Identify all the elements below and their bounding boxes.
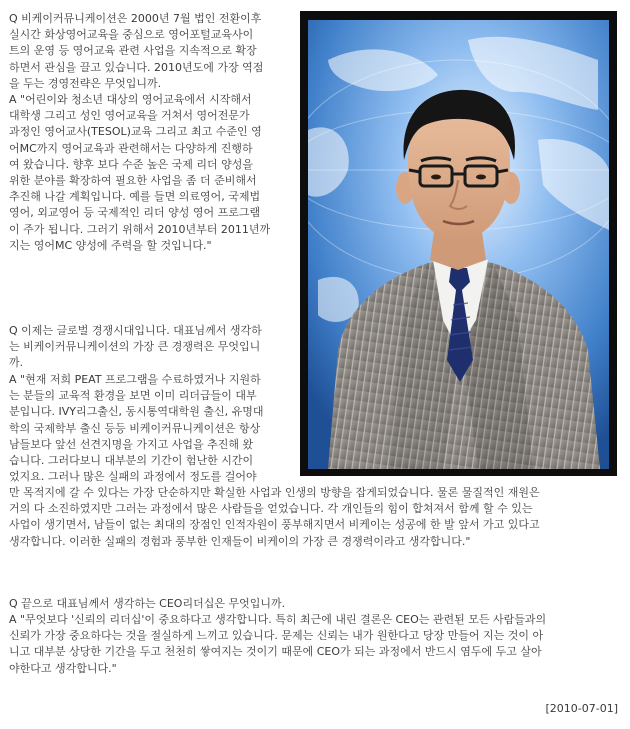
q2-line: 까.	[9, 356, 24, 370]
q1-line: 트의 운영 등 영어교육 관련 사업을 지속적으로 확장	[9, 44, 257, 58]
a2-line: 만 목적지에 갈 수 있다는 가장 단순하지만 확실한 사업과 인생의 방향을 잡게되었습니다. 물론 물질적인 재원은	[9, 486, 540, 499]
a3-line: 야한다고 생각합니다."	[9, 661, 117, 675]
a1-line: 이 주가 됩니다. 그러기 위해서 2010년부터 2011년까	[9, 222, 271, 236]
a2-line: 남들보다 앞선 선견지명을 가지고 사업을 추진해 왔	[9, 437, 254, 451]
q1-block	[9, 11, 299, 92]
a3-line: A "무엇보다 '신뢰의 리더십'이 중요하다고 생각합니다. 특히 최근에 내린 결론은 CEO는 관련된 모든 사람들과의	[9, 613, 547, 626]
a3-block	[9, 612, 621, 677]
a2-line: 학의 국제학부 출신 등등 비케이커뮤니케이션은 항상	[9, 421, 261, 435]
a1-line: 여 왔습니다. 향후 보다 수준 높은 국제 리더 양성을	[9, 157, 253, 171]
a2-line: 는 분들의 교육적 환경을 보면 이미 리더급들이 대부	[9, 389, 257, 403]
q3-block	[9, 596, 621, 612]
a3-line: 신뢰가 가장 중요하다는 것을 절실하게 느끼고 있습니다. 문제는 신뢰는 내가 원한다고 당장 만들어 지는 것이 아	[9, 629, 544, 643]
q1-line: 을 두는 경영전략은 무엇입니까.	[9, 76, 162, 90]
a3-line: 니고 대부분 상당한 기간을 두고 천천히 쌓여지는 것이기 때문에 CEO가 되는 과정에서 반드시 염두에 두고 살아	[9, 645, 542, 659]
a1-line: 어MC까지 영어교육과 관련해서는 다양하게 진행하	[9, 141, 253, 155]
a1-line: 지는 영어MC 양성에 주력을 할 것입니다."	[9, 238, 212, 252]
a2-line: 었지요. 그러나 많은 실패의 과정에서 정도를 걸어야	[9, 470, 257, 484]
a2-line: 거의 다 소진하였지만 그러는 과정에서 많은 사람들을 얻었습니다. 각 개인들의 힘이 합쳐져서 함께 할 수 있는	[9, 502, 533, 516]
portrait-photo	[308, 20, 609, 469]
a1-line: 위한 분야를 확장하여 필요한 사업을 좀 더 준비해서	[9, 174, 257, 188]
q1-line: 하면서 관심을 끌고 있습니다. 2010년도에 가장 역점	[9, 60, 264, 74]
a2-line: A "현재 저희 PEAT 프로그램을 수료하였거나 지원하	[9, 373, 261, 386]
q3-line: Q 끝으로 대표님께서 생각하는 CEO리더십은 무엇입니까.	[9, 597, 286, 610]
publish-date: [2010-07-01]	[545, 702, 618, 715]
a1-line: 과정인 영어교사(TESOL)교육 그리고 최고 수준인 영	[9, 125, 262, 139]
q2-block	[9, 323, 299, 372]
q1-line: 실시간 화상영어교육을 중심으로 영어포털교육사이	[9, 28, 254, 42]
a1-line: A "어린이와 청소년 대상의 영어교육에서 시작해서	[9, 93, 252, 106]
a1-line: 영어, 외교영어 등 국제적인 리더 양성 영어 프로그램	[9, 206, 261, 220]
a2-column-block	[9, 372, 299, 485]
a2-line: 사업이 생기면서, 남들이 없는 최대의 장점인 인적자원이 풍부해지면서 비케이는 성공에 한 발 앞서 가고 있다고	[9, 518, 540, 532]
a1-block	[9, 92, 299, 254]
a2-line: 습니다. 그러다보니 대부분의 기간이 험난한 시간이	[9, 454, 254, 468]
a2-line: 분입니다. IVY리그출신, 동시통역대학원 출신, 유명대	[9, 405, 264, 419]
portrait-photo-frame	[300, 11, 617, 476]
a1-line: 추진해 나갈 계획입니다. 예를 들면 의료영어, 국제법	[9, 190, 261, 204]
q2-line: 는 비케이커뮤니케이션의 가장 큰 경쟁력은 무엇입니	[9, 340, 261, 354]
q2-line: Q 이제는 글로벌 경쟁시대입니다. 대표님께서 생각하	[9, 324, 262, 337]
q1-line: Q 비케이커뮤니케이션은 2000년 7월 법인 전환이후	[9, 12, 262, 25]
a2-fullwidth-block	[9, 485, 621, 550]
a2-line: 생각합니다. 이러한 실패의 경험과 풍부한 인재들이 비케이의 가장 큰 경쟁력이라고 생각합니다."	[9, 534, 471, 548]
a1-line: 대학생 그리고 성인 영어교육을 거쳐서 영어전문가	[9, 109, 250, 123]
